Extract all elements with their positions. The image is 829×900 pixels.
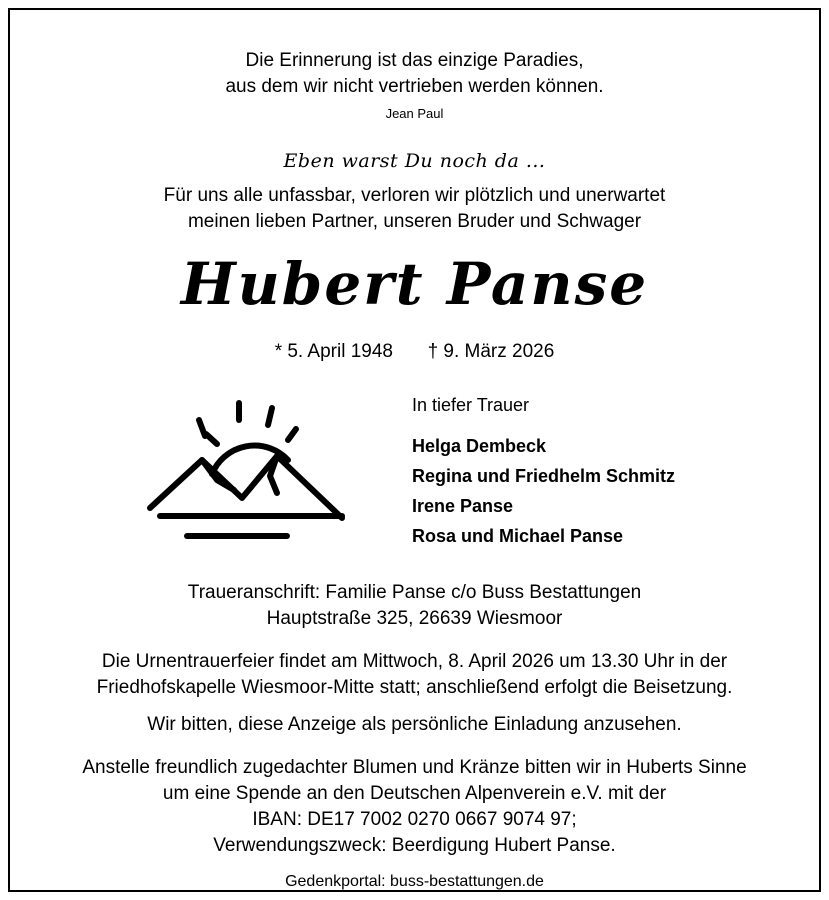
script-intro: Eben warst Du noch da ... [283,150,546,172]
death-date: † 9. März 2026 [427,341,555,362]
birth-date: * 5. April 1948 [274,341,393,362]
intro-line-1: Für uns alle unfassbar, verloren wir plötzlich und unerwartet [163,185,666,206]
address-line-2: Hauptstraße 325, 26639 Wiesmoor [266,608,563,629]
donation-line-4: Verwendungszweck: Beerdigung Hubert Panse. [213,835,616,856]
mourner-name: Regina und Friedhelm Schmitz [412,466,676,486]
intro-line-2: meinen lieben Partner, unseren Bruder und Schwager [187,211,642,232]
life-dates [0,341,829,363]
mourner-name: Helga Dembeck [412,436,547,456]
invitation-text: Wir bitten, diese Anzeige als persönliche Einladung anzusehen. [147,714,682,735]
address-line-1: Traueranschrift: Familie Panse c/o Buss Bestattungen [187,582,642,603]
deceased-name: Hubert Panse [180,250,649,318]
mourner-name: Rosa und Michael Panse [412,526,624,546]
donation-line-3: IBAN: DE17 7002 0270 0667 9074 97; [252,809,577,830]
donation-line-1: Anstelle freundlich zugedachter Blumen und Kränze bitten wir in Huberts Sinne [82,757,747,778]
quote-line-2: aus dem wir nicht vertrieben werden können. [225,76,604,97]
ceremony-line-1: Die Urnentrauerfeier findet am Mittwoch, 8. April 2026 um 13.30 Uhr in der [101,651,728,672]
footer [0,873,829,891]
ceremony-line-2: Friedhofskapelle Wiesmoor-Mitte statt; anschließend erfolgt die Beisetzung. [96,677,733,698]
donation-line-2: um eine Spende an den Deutschen Alpenverein e.V. mit der [162,783,667,804]
mourner-name: Irene Panse [412,496,514,516]
sun-over-mountains-icon [142,398,352,548]
quote-author: Jean Paul [385,106,444,121]
mourners-heading: In tiefer Trauer [412,395,530,415]
memorial-portal-link[interactable]: Gedenkportal: buss-bestattungen.de [277,873,552,890]
quote-line-1: Die Erinnerung ist das einzige Paradies, [245,50,584,71]
